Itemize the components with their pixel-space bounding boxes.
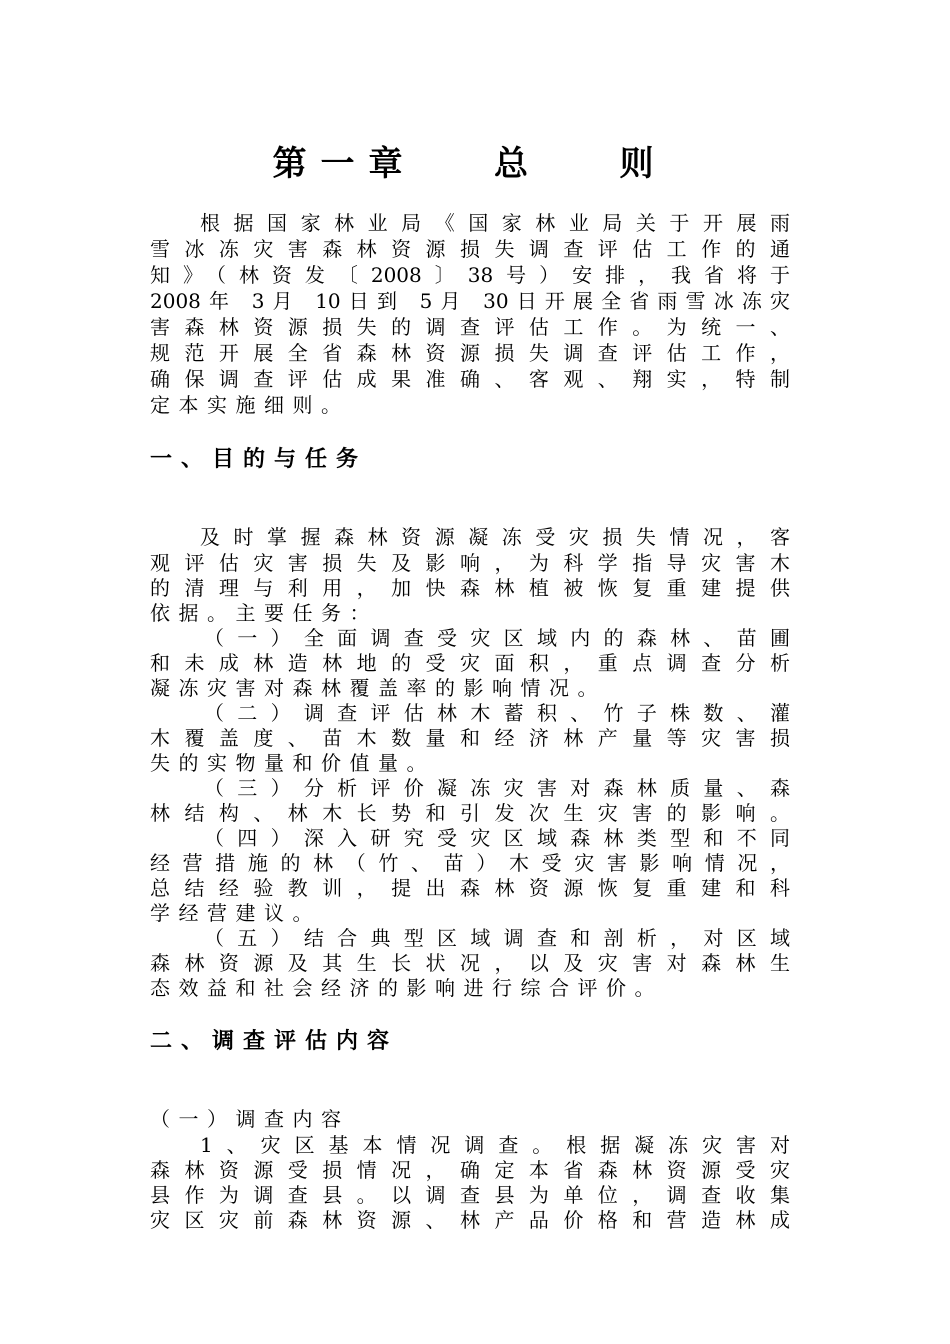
section1-line: （一）全面调查受灾区域内的森林、苗圃 (204, 626, 790, 650)
section-heading: 一、目的与任务 (150, 447, 368, 472)
section2-line: 1、灾区基本情况调查。根据凝冻灾害对 (200, 1133, 790, 1157)
section-heading: 二、调查评估内容 (150, 1029, 399, 1054)
section1-line: （五）结合典型区域调查和剖析，对区域 (204, 926, 790, 950)
section2-line: 森林资源受损情况，确定本省森林资源受灾 (150, 1158, 790, 1182)
section2-line: 灾区灾前森林资源、林产品价格和营造林成 (150, 1208, 790, 1232)
section1-line: 经营措施的林（竹、苗）木受灾害影响情况， (150, 851, 790, 875)
section1-line: 总结经验教训，提出森林资源恢复重建和科 (150, 876, 790, 900)
intro-line: 根据国家林业局《国家林业局关于开展雨 (200, 211, 790, 235)
intro-line: 知》（林资发〔2008〕38号）安排，我省将于 (150, 263, 790, 287)
section1-line: 观评估灾害损失及影响，为科学指导灾害木 (150, 551, 790, 575)
section2-line: 县作为调查县。以调查县为单位，调查收集 (150, 1183, 790, 1207)
section1-line: 的清理与利用，加快森林植被恢复重建提供 (150, 576, 790, 600)
intro-line: 害森林资源损失的调查评估工作。为统一、 (150, 315, 790, 339)
section1-line: 和未成林造林地的受灾面积，重点调查分析 (150, 651, 790, 675)
section1-line: 依据。主要任务： (150, 601, 378, 625)
intro-line: 雪冰冻灾害森林资源损失调查评估工作的通 (150, 237, 790, 261)
intro-line: 定本实施细则。 (150, 393, 350, 417)
section1-line: 森林资源及其生长状况，以及灾害对森林生 (150, 951, 790, 975)
chapter-title: 第一章 总 则 (272, 144, 668, 184)
section1-line: 木覆盖度、苗木数量和经济林产量等灾害损 (150, 726, 790, 750)
section1-line: （二）调查评估林木蓄积、竹子株数、灌 (204, 701, 790, 725)
section1-line: （四）深入研究受灾区域森林类型和不同 (204, 826, 790, 850)
section1-line: 失的实物量和价值量。 (150, 751, 435, 775)
section1-line: 凝冻灾害对森林覆盖率的影响情况。 (150, 676, 606, 700)
intro-line: 规范开展全省森林资源损失调查评估工作， (150, 341, 790, 365)
intro-line: 确保调查评估成果准确、客观、翔实，特制 (150, 367, 790, 391)
section1-line: 及时掌握森林资源凝冻受灾损失情况，客 (200, 525, 790, 549)
intro-line: 2008年 3月 10日到 5月 30日开展全省雨雪冰冻灾 (150, 289, 790, 313)
section2-line: （一）调查内容 (150, 1107, 350, 1131)
section1-line: （三）分析评价凝冻灾害对森林质量、森 (204, 776, 790, 800)
section1-line: 态效益和社会经济的影响进行综合评价。 (150, 976, 663, 1000)
section1-line: 学经营建议。 (150, 901, 321, 925)
section1-line: 林结构、林木长势和引发次生灾害的影响。 (150, 801, 790, 825)
